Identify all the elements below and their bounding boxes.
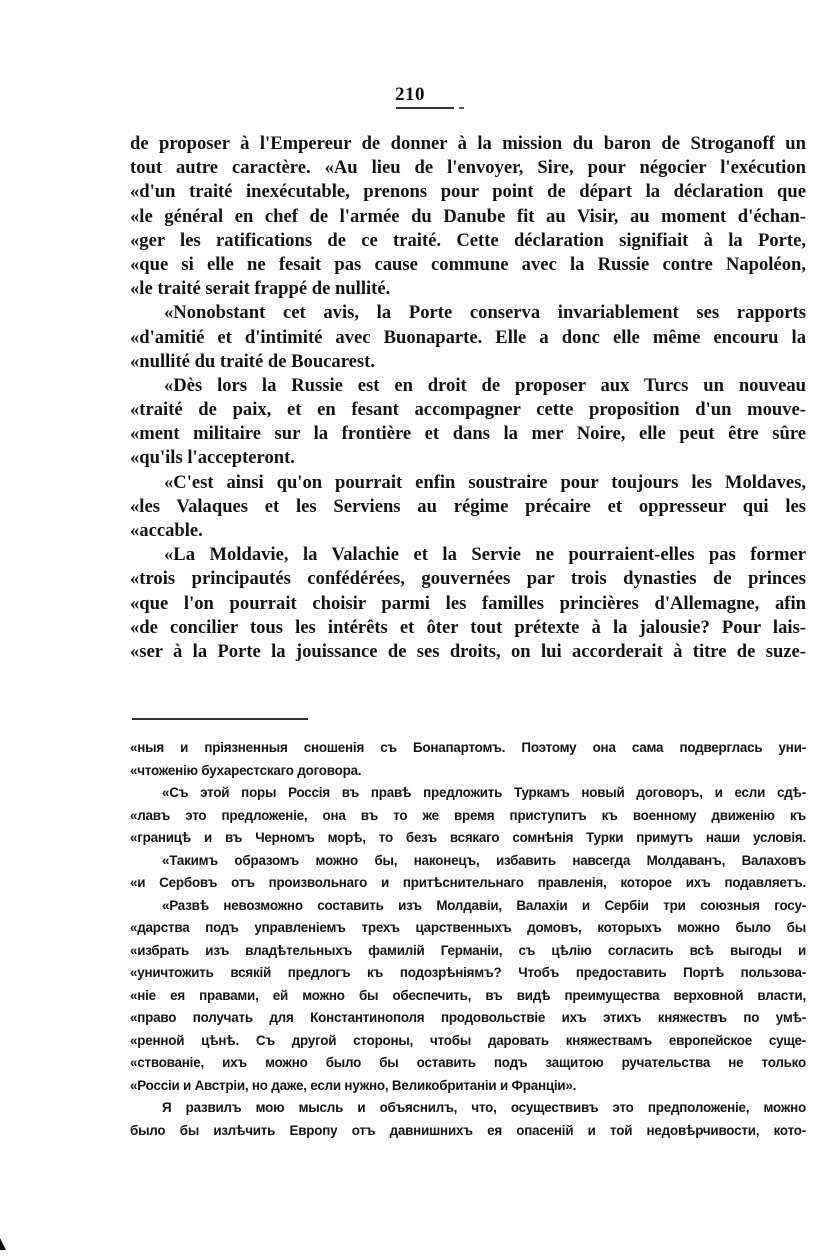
footnote-line: «Россіи и Австріи, но даже, если нужно, Великобританіи и Франціи». <box>130 1077 577 1093</box>
footnote-line: Я развилъ мою мысль и объяснилъ, что, осуществивъ это предположеніе, можно <box>162 1100 806 1115</box>
footnote-line: «ныя и пріязненныя сношенія съ Бонапартомъ. Поэтому она сама подверглась уни- <box>130 740 806 755</box>
footnote-line: «границѣ и въ Черномъ морѣ, то безъ всякаго сомнѣнія Турки примутъ наши условія. <box>130 830 806 845</box>
footnote-line: «ренной цѣнѣ. Съ другой стороны, чтобы даровать княжествамъ европейское суще- <box>130 1032 806 1048</box>
text-line: «ger les ratifications de ce traité. Cette déclaration signifiait à la Porte, <box>130 229 806 251</box>
text-line: «La Moldavie, la Valachie et la Servie ne pourraient-elles pas former <box>164 544 806 566</box>
text-line: «ser à la Porte la jouissance de ses droits, on lui accorderait à titre de suze- <box>130 640 806 662</box>
footnote-text <box>130 737 806 1142</box>
text-line: «trois principautés confédérées, gouvernées par trois dynasties de princes <box>130 568 806 590</box>
text-line: «Nonobstant cet avis, la Porte conserva invariablement ses rapports <box>164 302 806 324</box>
text-line: «C'est ainsi qu'on pourrait enfin soustraire pour toujours les Moldaves, <box>164 471 806 493</box>
text-line: «d'amitié et d'intimité avec Buonaparte. Elle a donc elle même encouru la <box>130 326 806 348</box>
text-line: «les Valaques et les Serviens au régime précaire et oppresseur qui les <box>130 495 806 517</box>
footnote-line: «лавъ это предложеніе, она въ то же время приступитъ къ военному движенію къ <box>130 807 806 823</box>
text-line: «ment militaire sur la frontière et dans la mer Noire, elle peut être sûre <box>130 423 806 445</box>
text-line: «que l'on pourrait choisir parmi les familles princières d'Allemagne, afin <box>130 592 806 614</box>
footnote-line: «и Сербовъ отъ произвольнаго и притѣснительнаго правленія, которое ихъ подавляетъ. <box>130 875 806 890</box>
footnote-line: «ствованіе, ихъ можно было бы оставить подъ защитою ручательства не только <box>130 1055 806 1070</box>
footnote-line: «ніе ея правами, ей можно бы обеспечить, въ видѣ преимущества верховной власти, <box>130 987 806 1003</box>
footnote-line: «дарства подъ управленіемъ трехъ царственныхъ домовъ, которыхъ можно было бы <box>130 920 806 935</box>
header-rule-tick <box>459 107 464 109</box>
footnote-line: «право получать для Константинополя продовольствіе ихъ этихъ княжествъ по умѣ- <box>130 1010 806 1025</box>
text-line: «accable. <box>130 520 203 541</box>
scan-corner-mark <box>0 1238 6 1250</box>
footnote-line: «Развѣ невозможно составить изъ Молдавіи, Валахіи и Сербіи три союзныя госу- <box>162 897 806 913</box>
footnote-separator-rule <box>132 718 308 720</box>
footnote-line: «уничтожить всякій предлогъ къ подозрѣніямъ? Чтобъ предоставить Портѣ пользова- <box>130 965 806 980</box>
footnote-line: «чтоженію бухарестскаго договора. <box>130 762 362 778</box>
text-line: de proposer à l'Empereur de donner à la mission du baron de Stroganoff un <box>130 133 806 154</box>
text-line: «Dès lors la Russie est en droit de proposer aux Turcs un nouveau <box>164 374 806 396</box>
text-line: tout autre caractère. «Au lieu de l'envoyer, Sire, pour négocier l'exécution <box>130 157 806 179</box>
text-line: «qu'ils l'accepteront. <box>130 447 295 469</box>
footnote-line: было бы излѣчить Европу отъ давнишнихъ ея опасеній и той недовѣрчивости, кото- <box>130 1122 806 1138</box>
footnote-line: «Такимъ образомъ можно бы, наконецъ, избавить навсегда Молдаванъ, Валаховъ <box>162 852 806 868</box>
text-line: «que si elle ne fesait pas cause commune avec la Russie contre Napoléon, <box>130 253 806 275</box>
header-rule <box>396 107 454 109</box>
text-line: «d'un traité inexécutable, prenons pour point de départ la déclaration que <box>130 181 806 203</box>
page-number: 210 <box>395 84 425 105</box>
text-line: «de concilier tous les intérêts et ôter tout prétexte à la jalousie? Pour lais- <box>130 616 806 638</box>
text-line: «le général en chef de l'armée du Danube fit au Visir, au moment d'échan- <box>130 205 806 227</box>
footnote-line: «избрать изъ владѣтельныхъ фамилій Германіи, съ цѣлію согласить всѣ выгоды и <box>130 942 806 958</box>
text-line: «nullité du traité de Boucarest. <box>130 350 375 372</box>
main-body-text <box>130 132 806 664</box>
footnote-line: «Съ этой поры Россія въ правѣ предложить Туркамъ новый договоръ, и если сдѣ- <box>162 785 806 800</box>
text-line: «le traité serait frappé de nullité. <box>130 278 391 300</box>
text-line: «traité de paix, et en fesant accompagner cette proposition d'un mouve- <box>130 399 806 421</box>
